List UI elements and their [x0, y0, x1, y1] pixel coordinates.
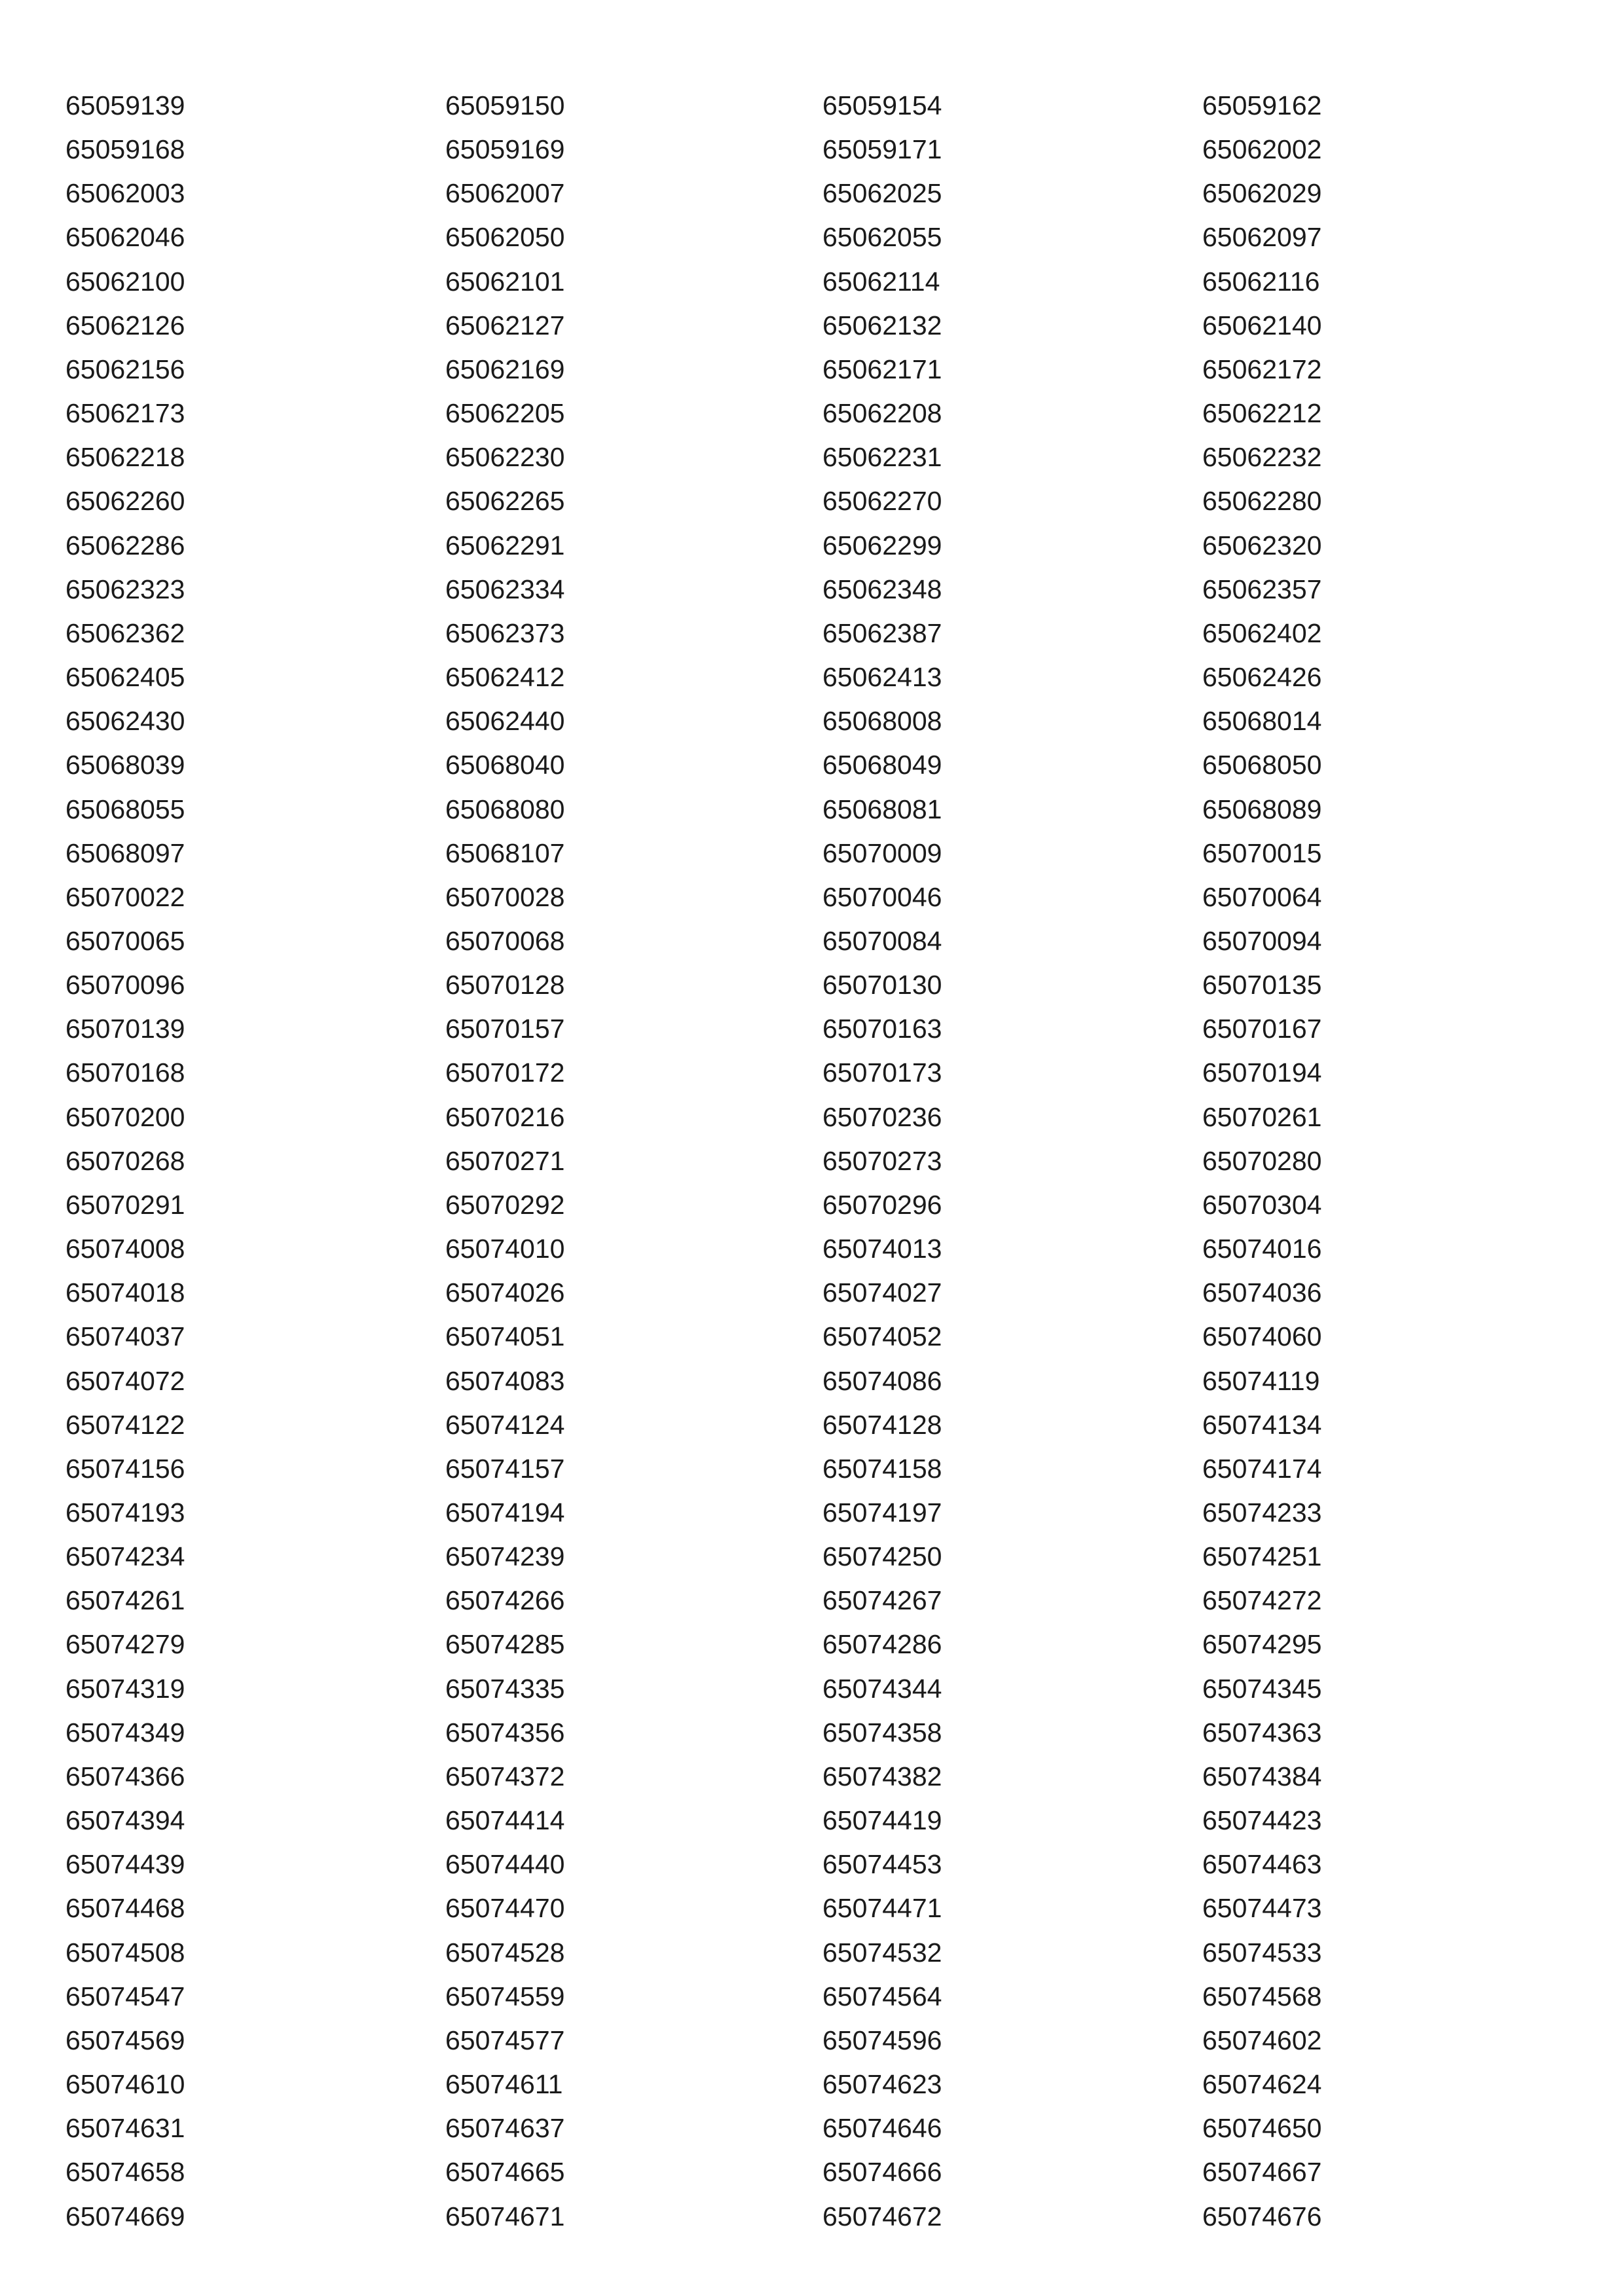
- number-cell: 65062172: [1202, 354, 1322, 384]
- number-cell: 65070261: [1202, 1101, 1322, 1132]
- number-cell: 65074419: [822, 1805, 942, 1836]
- number-cell: 65070096: [65, 970, 185, 1001]
- number-cell: 65070135: [1202, 970, 1322, 1001]
- number-cell: 65074285: [445, 1629, 565, 1660]
- number-cell: 65074119: [1202, 1365, 1320, 1396]
- number-cell: 65074440: [445, 1849, 565, 1880]
- number-cell: 65070304: [1202, 1189, 1322, 1220]
- number-cell: 65074037: [65, 1321, 185, 1352]
- number-cell: 65070084: [822, 925, 942, 956]
- number-cell: 65074157: [445, 1453, 565, 1484]
- number-cell: 65070236: [822, 1101, 942, 1132]
- number-cell: 65074665: [445, 2157, 565, 2188]
- number-cell: 65070268: [65, 1145, 185, 1176]
- number-cell: 65074471: [822, 1893, 942, 1924]
- number-cell: 65074335: [445, 1673, 565, 1704]
- number-cell: 65062299: [822, 530, 942, 560]
- number-cell: 65070280: [1202, 1145, 1322, 1176]
- number-cell: 65070163: [822, 1014, 942, 1044]
- number-cell: 65074251: [1202, 1541, 1322, 1572]
- number-cell: 65074650: [1202, 2113, 1322, 2144]
- number-cell: 65074596: [822, 2025, 942, 2055]
- number-cell: 65074423: [1202, 1805, 1322, 1836]
- number-cell: 65059150: [445, 90, 565, 120]
- number-cell: 65070200: [65, 1101, 185, 1132]
- number-cell: 65074008: [65, 1234, 185, 1264]
- number-cell: 65062171: [822, 354, 942, 384]
- number-cell: 65074026: [445, 1277, 565, 1308]
- number-cell: 65059154: [822, 90, 942, 120]
- number-cell: 65074344: [822, 1673, 942, 1704]
- number-cell: 65074623: [822, 2069, 942, 2100]
- number-cell: 65074624: [1202, 2069, 1322, 2100]
- number-cell: 65070168: [65, 1057, 185, 1088]
- number-cell: 65074358: [822, 1717, 942, 1748]
- number-cell: 65062230: [445, 442, 565, 473]
- number-cell: 65074669: [65, 2201, 185, 2231]
- number-list: [65, 84, 1572, 2239]
- number-cell: 65070173: [822, 1057, 942, 1088]
- number-cell: 65074060: [1202, 1321, 1322, 1352]
- number-cell: 65070064: [1202, 881, 1322, 912]
- number-cell: 65070128: [445, 970, 565, 1001]
- number-cell: 65070292: [445, 1189, 565, 1220]
- number-cell: 65074193: [65, 1497, 185, 1528]
- number-cell: 65074473: [1202, 1893, 1322, 1924]
- number-cell: 65068081: [822, 794, 942, 824]
- number-cell: 65062050: [445, 222, 565, 253]
- number-cell: 65068050: [1202, 750, 1322, 780]
- number-cell: 65068107: [445, 837, 565, 868]
- number-cell: 65074559: [445, 1981, 565, 2011]
- number-cell: 65068055: [65, 794, 185, 824]
- number-cell: 65074356: [445, 1717, 565, 1748]
- number-cell: 65068080: [445, 794, 565, 824]
- number-cell: 65074083: [445, 1365, 565, 1396]
- number-cell: 65074016: [1202, 1234, 1322, 1264]
- number-cell: 65074577: [445, 2025, 565, 2055]
- number-cell: 65070172: [445, 1057, 565, 1088]
- number-cell: 65074122: [65, 1409, 185, 1440]
- number-cell: 65059139: [65, 90, 185, 120]
- number-cell: 65062055: [822, 222, 942, 253]
- number-cell: 65074027: [822, 1277, 942, 1308]
- number-cell: 65070157: [445, 1014, 565, 1044]
- number-cell: 65062232: [1202, 442, 1322, 473]
- number-cell: 65068049: [822, 750, 942, 780]
- number-cell: 65062426: [1202, 662, 1322, 693]
- number-cell: 65062402: [1202, 617, 1322, 648]
- number-cell: 65062334: [445, 574, 565, 604]
- number-cell: 65074568: [1202, 1981, 1322, 2011]
- number-cell: 65074671: [445, 2201, 565, 2231]
- number-cell: 65062260: [65, 486, 185, 517]
- number-cell: 65074532: [822, 1937, 942, 1968]
- number-cell: 65068008: [822, 706, 942, 737]
- number-cell: 65074233: [1202, 1497, 1322, 1528]
- number-cell: 65074610: [65, 2069, 185, 2100]
- number-cell: 65074072: [65, 1365, 185, 1396]
- number-cell: 65074156: [65, 1453, 185, 1484]
- number-cell: 65074508: [65, 1937, 185, 1968]
- number-cell: 65062348: [822, 574, 942, 604]
- number-cell: 65074250: [822, 1541, 942, 1572]
- number-cell: 65059162: [1202, 90, 1322, 120]
- number-cell: 65074174: [1202, 1453, 1322, 1484]
- number-cell: 65062100: [65, 266, 185, 297]
- number-cell: 65062286: [65, 530, 185, 560]
- number-cell: 65074197: [822, 1497, 942, 1528]
- number-cell: 65062114: [822, 266, 940, 297]
- number-cell: 65062002: [1202, 134, 1322, 165]
- number-cell: 65074052: [822, 1321, 942, 1352]
- number-cell: 65074158: [822, 1453, 942, 1484]
- number-cell: 65070009: [822, 837, 942, 868]
- number-cell: 65062413: [822, 662, 942, 693]
- number-cell: 65074010: [445, 1234, 565, 1264]
- number-cell: 65062169: [445, 354, 565, 384]
- number-cell: 65074366: [65, 1761, 185, 1791]
- number-cell: 65070139: [65, 1014, 185, 1044]
- number-cell: 65074533: [1202, 1937, 1322, 1968]
- number-cell: 65059168: [65, 134, 185, 165]
- number-cell: 65062412: [445, 662, 565, 693]
- number-cell: 65070296: [822, 1189, 942, 1220]
- number-cell: 65062046: [65, 222, 185, 253]
- number-cell: 65062116: [1202, 266, 1320, 297]
- number-cell: 65074239: [445, 1541, 565, 1572]
- number-cell: 65074468: [65, 1893, 185, 1924]
- number-cell: 65074261: [65, 1585, 185, 1616]
- number-cell: 65062362: [65, 617, 185, 648]
- number-cell: 65074372: [445, 1761, 565, 1791]
- number-cell: 65074384: [1202, 1761, 1322, 1791]
- number-cell: 65062007: [445, 178, 565, 209]
- number-cell: 65062320: [1202, 530, 1322, 560]
- number-cell: 65062097: [1202, 222, 1322, 253]
- number-cell: 65074013: [822, 1234, 942, 1264]
- number-cell: 65070022: [65, 881, 185, 912]
- number-cell: 65062405: [65, 662, 185, 693]
- number-cell: 65070015: [1202, 837, 1322, 868]
- number-cell: 65059171: [822, 134, 942, 165]
- number-cell: 65074134: [1202, 1409, 1322, 1440]
- number-cell: 65068089: [1202, 794, 1322, 824]
- number-cell: 65070068: [445, 925, 565, 956]
- number-cell: 65074128: [822, 1409, 942, 1440]
- number-cell: 65070094: [1202, 925, 1322, 956]
- number-cell: 65074295: [1202, 1629, 1322, 1660]
- number-cell: 65062291: [445, 530, 565, 560]
- number-cell: 65062156: [65, 354, 185, 384]
- number-cell: 65068039: [65, 750, 185, 780]
- number-cell: 65059169: [445, 134, 565, 165]
- number-cell: 65062231: [822, 442, 942, 473]
- number-cell: 65074051: [445, 1321, 565, 1352]
- number-cell: 65062280: [1202, 486, 1322, 517]
- number-cell: 65074319: [65, 1673, 185, 1704]
- number-cell: 65062003: [65, 178, 185, 209]
- number-cell: 65074086: [822, 1365, 942, 1396]
- number-cell: 65074363: [1202, 1717, 1322, 1748]
- number-cell: 65074463: [1202, 1849, 1322, 1880]
- number-cell: 65074286: [822, 1629, 942, 1660]
- number-cell: 65062430: [65, 706, 185, 737]
- number-cell: 65074036: [1202, 1277, 1322, 1308]
- number-cell: 65062127: [445, 310, 565, 340]
- number-cell: 65074267: [822, 1585, 942, 1616]
- number-cell: 65074676: [1202, 2201, 1322, 2231]
- number-cell: 65074018: [65, 1277, 185, 1308]
- number-cell: 65070065: [65, 925, 185, 956]
- number-cell: 65074528: [445, 1937, 565, 1968]
- number-cell: 65070291: [65, 1189, 185, 1220]
- number-cell: 65070130: [822, 970, 942, 1001]
- number-cell: 65074631: [65, 2113, 185, 2144]
- number-cell: 65068014: [1202, 706, 1322, 737]
- number-cell: 65062323: [65, 574, 185, 604]
- number-cell: 65062218: [65, 442, 185, 473]
- number-cell: 65074602: [1202, 2025, 1322, 2055]
- number-cell: 65074547: [65, 1981, 185, 2011]
- number-cell: 65070028: [445, 881, 565, 912]
- number-cell: 65074279: [65, 1629, 185, 1660]
- number-cell: 65074666: [822, 2157, 942, 2188]
- number-cell: 65062440: [445, 706, 565, 737]
- number-cell: 65074658: [65, 2157, 185, 2188]
- number-cell: 65074470: [445, 1893, 565, 1924]
- number-cell: 65074266: [445, 1585, 565, 1616]
- number-cell: 65062387: [822, 617, 942, 648]
- number-cell: 65074453: [822, 1849, 942, 1880]
- number-cell: 65074349: [65, 1717, 185, 1748]
- number-cell: 65062212: [1202, 398, 1322, 429]
- number-cell: 65074124: [445, 1409, 565, 1440]
- number-cell: 65074439: [65, 1849, 185, 1880]
- number-cell: 65070194: [1202, 1057, 1322, 1088]
- number-cell: 65062265: [445, 486, 565, 517]
- number-cell: 65074234: [65, 1541, 185, 1572]
- number-cell: 65074564: [822, 1981, 942, 2011]
- number-cell: 65074667: [1202, 2157, 1322, 2188]
- number-cell: 65074272: [1202, 1585, 1322, 1616]
- number-cell: 65074672: [822, 2201, 942, 2231]
- number-cell: 65070216: [445, 1101, 565, 1132]
- number-cell: 65062101: [445, 266, 565, 297]
- number-cell: 65074646: [822, 2113, 942, 2144]
- number-cell: 65062270: [822, 486, 942, 517]
- number-cell: 65062029: [1202, 178, 1322, 209]
- number-cell: 65074394: [65, 1805, 185, 1836]
- number-cell: 65062208: [822, 398, 942, 429]
- number-cell: 65068097: [65, 837, 185, 868]
- number-cell: 65074194: [445, 1497, 565, 1528]
- number-cell: 65062205: [445, 398, 565, 429]
- number-cell: 65062132: [822, 310, 942, 340]
- number-cell: 65062173: [65, 398, 185, 429]
- number-cell: 65070273: [822, 1145, 942, 1176]
- number-cell: 65074611: [445, 2069, 563, 2100]
- number-cell: 65074637: [445, 2113, 565, 2144]
- number-cell: 65062025: [822, 178, 942, 209]
- number-cell: 65068040: [445, 750, 565, 780]
- number-cell: 65070046: [822, 881, 942, 912]
- number-cell: 65074382: [822, 1761, 942, 1791]
- number-cell: 65074569: [65, 2025, 185, 2055]
- number-cell: 65070167: [1202, 1014, 1322, 1044]
- number-cell: 65062126: [65, 310, 185, 340]
- number-cell: 65070271: [445, 1145, 565, 1176]
- number-cell: 65074345: [1202, 1673, 1322, 1704]
- number-cell: 65074414: [445, 1805, 565, 1836]
- number-cell: 65062357: [1202, 574, 1322, 604]
- number-cell: 65062373: [445, 617, 565, 648]
- number-cell: 65062140: [1202, 310, 1322, 340]
